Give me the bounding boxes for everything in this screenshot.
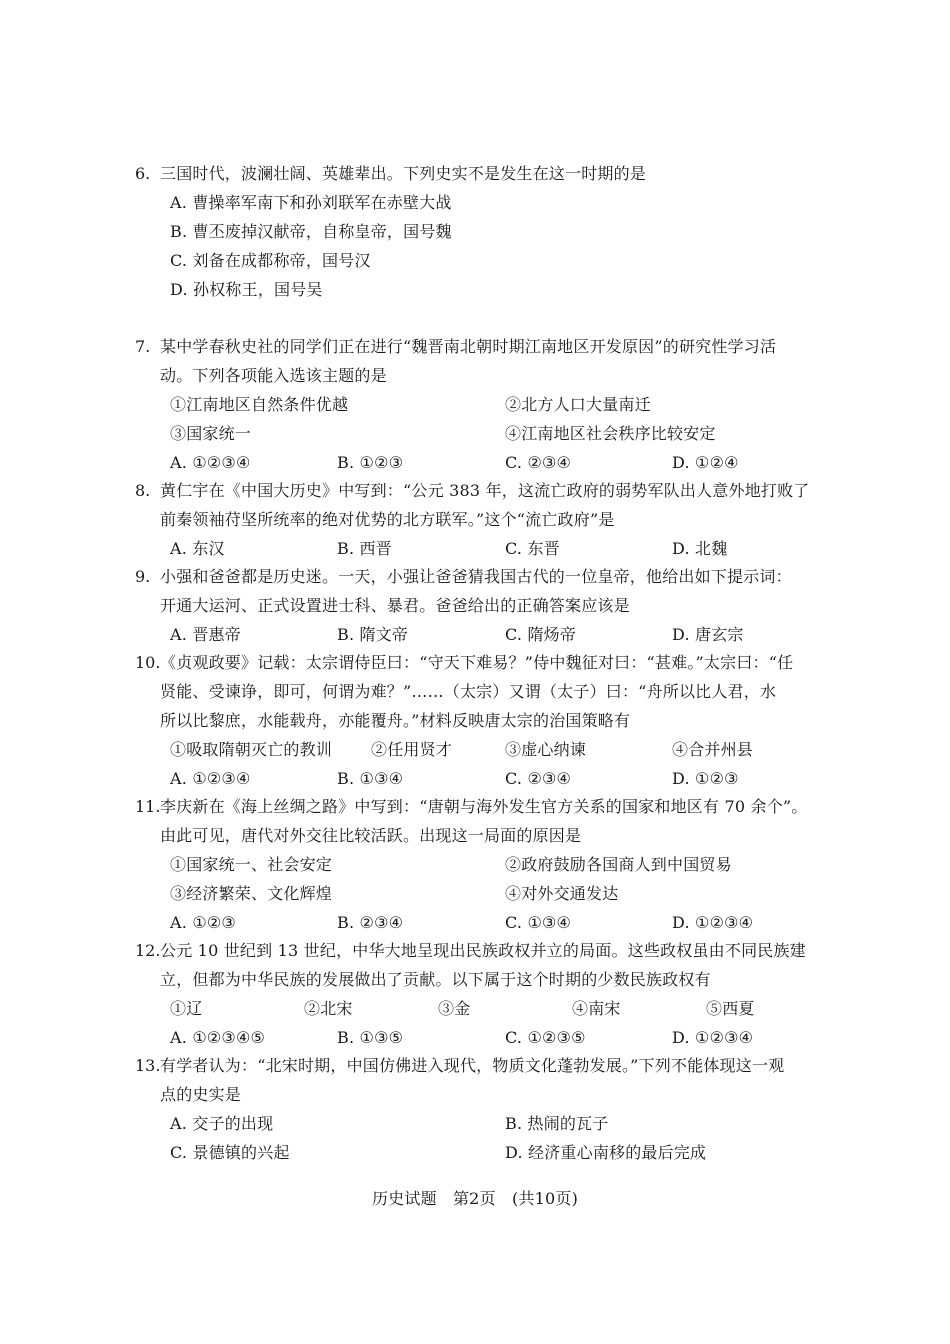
option-a: A. 晋惠帝 <box>170 625 241 644</box>
question-stem: 李庆新在《海上丝绸之路》中写到：“唐朝与海外发生官方关系的国家和地区有 70 余个”。 <box>160 797 808 816</box>
option-d: D. ①②③ <box>672 769 739 788</box>
option-b: B. 热闹的瓦子 <box>505 1114 609 1133</box>
question-stem: 黄仁宇在《中国大历史》中写到：“公元 383 年，这流亡政府的弱势军队出人意外地打败了 <box>160 481 810 500</box>
question-stem: 所以比黎庶，水能载舟，亦能覆舟。”材料反映唐太宗的治国策略有 <box>160 711 631 730</box>
question-stem: 开通大运河、正式设置进士科、暴君。爸爸给出的正确答案应该是 <box>160 596 630 615</box>
option-c: C. ②③④ <box>505 453 572 472</box>
choice-item: ④江南地区社会秩序比较安定 <box>505 424 716 443</box>
option-c: C. ①②③⑤ <box>505 1028 586 1047</box>
choice-item: ④南宋 <box>572 999 621 1018</box>
option-a: A. 东汉 <box>170 539 225 558</box>
question-number: 10. <box>135 653 161 672</box>
choice-item: ①辽 <box>170 999 203 1018</box>
choice-item: ②政府鼓励各国商人到中国贸易 <box>505 855 732 874</box>
option-d: D. 孙权称王，国号吴 <box>170 280 323 299</box>
question-stem: 《贞观政要》记载：太宗谓侍臣曰：“守天下难易？”侍中魏征对曰：“甚难。”太宗曰：“任 <box>160 653 794 672</box>
option-d: D. 北魏 <box>672 539 728 558</box>
option-c: C. ②③④ <box>505 769 572 788</box>
choice-item: ③经济繁荣、文化辉煌 <box>170 884 333 903</box>
option-b: B. 隋文帝 <box>337 625 409 644</box>
option-a: A. ①②③④⑤ <box>170 1028 266 1047</box>
option-a: A. 曹操率军南下和孙刘联军在赤壁大战 <box>170 193 452 212</box>
question-number: 12. <box>135 941 161 960</box>
option-c: C. 东晋 <box>505 539 560 558</box>
question-stem: 前秦领袖苻坚所统率的绝对优势的北方联军。”这个“流亡政府”是 <box>160 510 615 529</box>
option-c: C. 隋炀帝 <box>505 625 577 644</box>
option-d: D. 唐玄宗 <box>672 625 744 644</box>
option-b: B. 西晋 <box>337 539 392 558</box>
option-b: B. ①②③ <box>337 453 404 472</box>
choice-item: ③金 <box>438 999 471 1018</box>
choice-item: ②北宋 <box>304 999 353 1018</box>
choice-item: ②任用贤才 <box>371 740 453 759</box>
question-number: 6. <box>135 164 151 183</box>
choice-item: ①吸取隋朝灭亡的教训 <box>170 740 333 759</box>
choice-item: ①国家统一、社会安定 <box>170 855 333 874</box>
option-a: A. ①②③④ <box>170 769 251 788</box>
choice-item: ④合并州县 <box>672 740 754 759</box>
question-stem: 点的史实是 <box>160 1085 242 1104</box>
question-number: 7. <box>135 337 151 356</box>
question-stem: 贤能、受谏诤，即可，何谓为难？”……（太宗）又谓（太子）曰：“舟所以比人君，水 <box>160 682 777 701</box>
question-number: 9. <box>135 567 151 586</box>
choice-item: ⑤西夏 <box>706 999 755 1018</box>
option-d: D. 经济重心南移的最后完成 <box>505 1143 707 1162</box>
option-d: D. ①②④ <box>672 453 739 472</box>
option-b: B. ①③④ <box>337 769 404 788</box>
choice-item: ②北方人口大量南迁 <box>505 395 651 414</box>
option-a: A. ①②③④ <box>170 453 251 472</box>
option-b: B. 曹丕废掉汉献帝，自称皇帝，国号魏 <box>170 222 452 241</box>
question-stem: 公元 10 世纪到 13 世纪，中华大地呈现出民族政权并立的局面。这些政权虽由不同民族建 <box>160 941 806 960</box>
question-stem: 立，但都为中华民族的发展做出了贡献。以下属于这个时期的少数民族政权有 <box>160 970 711 989</box>
option-c: C. 景德镇的兴起 <box>170 1143 290 1162</box>
option-a: A. 交子的出现 <box>170 1114 274 1133</box>
option-d: D. ①②③④ <box>672 913 754 932</box>
option-d: D. ①②③④ <box>672 1028 754 1047</box>
question-stem: 三国时代，波澜壮阔、英雄辈出。下列史实不是发生在这一时期的是 <box>160 164 647 183</box>
question-number: 8. <box>135 481 151 500</box>
question-number: 11. <box>135 797 161 816</box>
choice-item: ④对外交通发达 <box>505 884 619 903</box>
choice-item: ③虚心纳谏 <box>505 740 587 759</box>
page-footer: 历史试题 第2页 (共10页) <box>371 1189 579 1208</box>
option-b: B. ①③⑤ <box>337 1028 404 1047</box>
question-stem: 有学者认为：“北宋时期，中国仿佛进入现代，物质文化蓬勃发展。”下列不能体现这一观 <box>160 1056 785 1075</box>
option-c: C. ①③④ <box>505 913 572 932</box>
question-stem: 由此可见，唐代对外交往比较活跃。出现这一局面的原因是 <box>160 826 582 845</box>
option-c: C. 刘备在成都称帝，国号汉 <box>170 251 371 270</box>
question-stem: 动。下列各项能入选该主题的是 <box>160 366 387 385</box>
choice-item: ③国家统一 <box>170 424 252 443</box>
question-stem: 小强和爸爸都是历史迷。一天，小强让爸爸猜我国古代的一位皇帝，他给出如下提示词： <box>160 567 792 586</box>
question-number: 13. <box>135 1056 161 1075</box>
option-a: A. ①②③ <box>170 913 236 932</box>
choice-item: ①江南地区自然条件优越 <box>170 395 349 414</box>
option-b: B. ②③④ <box>337 913 404 932</box>
question-stem: 某中学春秋史社的同学们正在进行“魏晋南北朝时期江南地区开发原因”的研究性学习活 <box>160 337 777 356</box>
